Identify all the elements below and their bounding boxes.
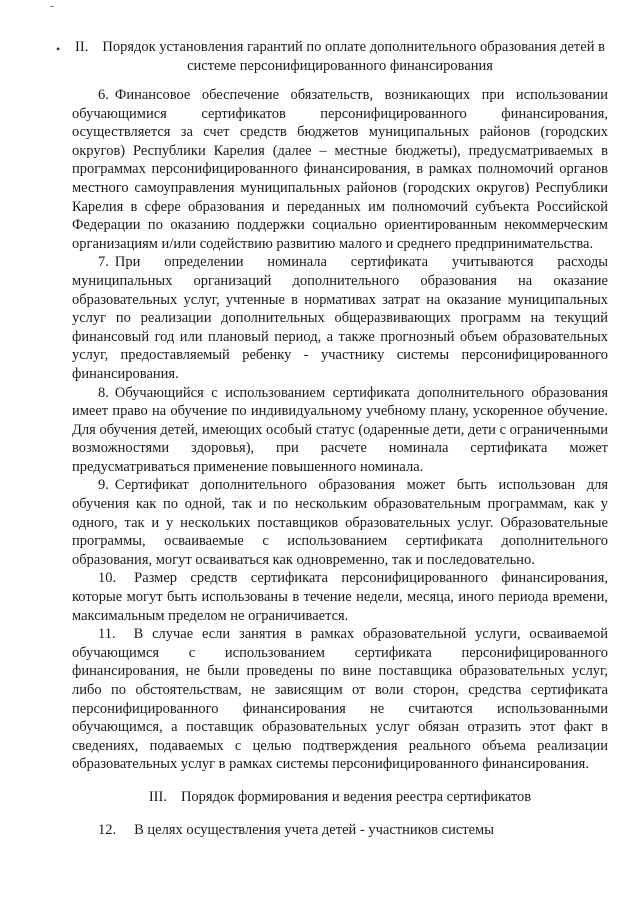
scan-mark-dash: - <box>50 1 54 12</box>
scan-mark-dot: • <box>56 42 61 56</box>
paragraph-text: При определении номинала сертификата учитываются расходы муниципальных организаций дополнительного образования на оказание образовательных услуг, учтенные в нормативах затрат на оказание муниципальных услуг по реализации дополнительных общеразвивающих программ на текущий финансовый год или плановый период, а также прогнозный объем образовательных услуг, предоставляемый ребенку - участнику системы персонифицированного финансирования. <box>72 254 608 382</box>
paragraph-6 <box>72 86 608 253</box>
paragraph-number: 7. <box>98 254 109 271</box>
document-body <box>72 38 608 840</box>
paragraph-number: 9. <box>98 477 109 494</box>
paragraph-text: Обучающийся с использованием сертификата дополнительного образования имеет право на обучение по индивидуальному учебному плану, ускоренное обучение. Для обучения детей, имеющих особый статус (одаренные дети, дети с ограниченными возможностями здоровья), при расчете номинала сертификата может предусматриваться применение повышенного номинала. <box>72 384 608 475</box>
section-title: Порядок формирования и ведения реестра сертификатов <box>180 788 532 805</box>
paragraph-10 <box>72 569 608 625</box>
paragraph-12 <box>72 821 608 840</box>
paragraph-9 <box>72 476 608 569</box>
paragraph-number: 11. <box>98 626 116 643</box>
paragraph-text: В случае если занятия в рамках образовательной услуги, осваиваемой обучающимся с использованием сертификата персонифицированного финансирования, не были проведены по вине поставщика образовательных услуг, либо по обстоятельствам, не зависящим от воли сторон, средства сертификата персонифицированного финансирования не считаются использованными обучающимся, а поставщик образовательных услуг обязан отразить этот факт в сведениях, подаваемых с целью подтверждения реального объема реализации образовательных услуг в рамках системы персонифицированного финансирования. <box>72 626 608 773</box>
paragraph-text: Сертификат дополнительного образования может быть использован для обучения как по одной, так и по нескольким образовательным программам, как у одного, так и у нескольких поставщиков образовательных услуг. Образовательные программы, осваиваемые с использованием сертификата дополнительного образования, могут осваиваться как одновременно, так и последовательно. <box>72 477 608 568</box>
paragraph-text: Финансовое обеспечение обязательств, возникающих при использовании обучающимися сертификатов персонифицированного финансирования, осуществляется за счет средств бюджетов муниципальных районов (городских округов) Республики Карелия (далее – местные бюджеты), предусматриваемых в программах персонифицированного финансирования, в рамках полномочий органов местного самоуправления муниципальных районов (городских округов) Республики Карелия в сфере образования и переданных им полномочий субъекта Российской Федерации по оказанию поддержки социально ориентированным некоммерческим организациям и/или содействию развитию малого и среднего предпринимательства. <box>72 87 608 252</box>
paragraph-number: 6. <box>98 87 109 103</box>
section-heading-2 <box>72 38 608 76</box>
paragraph-text: В целях осуществления учета детей - участников системы <box>134 821 494 838</box>
section-number: II. <box>75 39 89 55</box>
paragraph-text: Размер средств сертификата персонифицированного финансирования, которые могут быть использованы в течение недели, месяца, иного периода времени, максимальным пределом не ограничивается. <box>72 570 608 624</box>
paragraph-number: 8. <box>98 384 109 401</box>
section-heading-3 <box>72 788 608 807</box>
paragraph-7 <box>72 253 608 383</box>
section-number: III. <box>148 788 167 805</box>
paragraph-number: 10. <box>98 570 117 587</box>
paragraph-number: 12. <box>98 821 117 838</box>
section-title: Порядок установления гарантий по оплате дополнительного образования детей в системе персонифицированного финансирования <box>102 39 605 74</box>
paragraph-11 <box>72 625 608 774</box>
paragraph-8 <box>72 384 608 477</box>
